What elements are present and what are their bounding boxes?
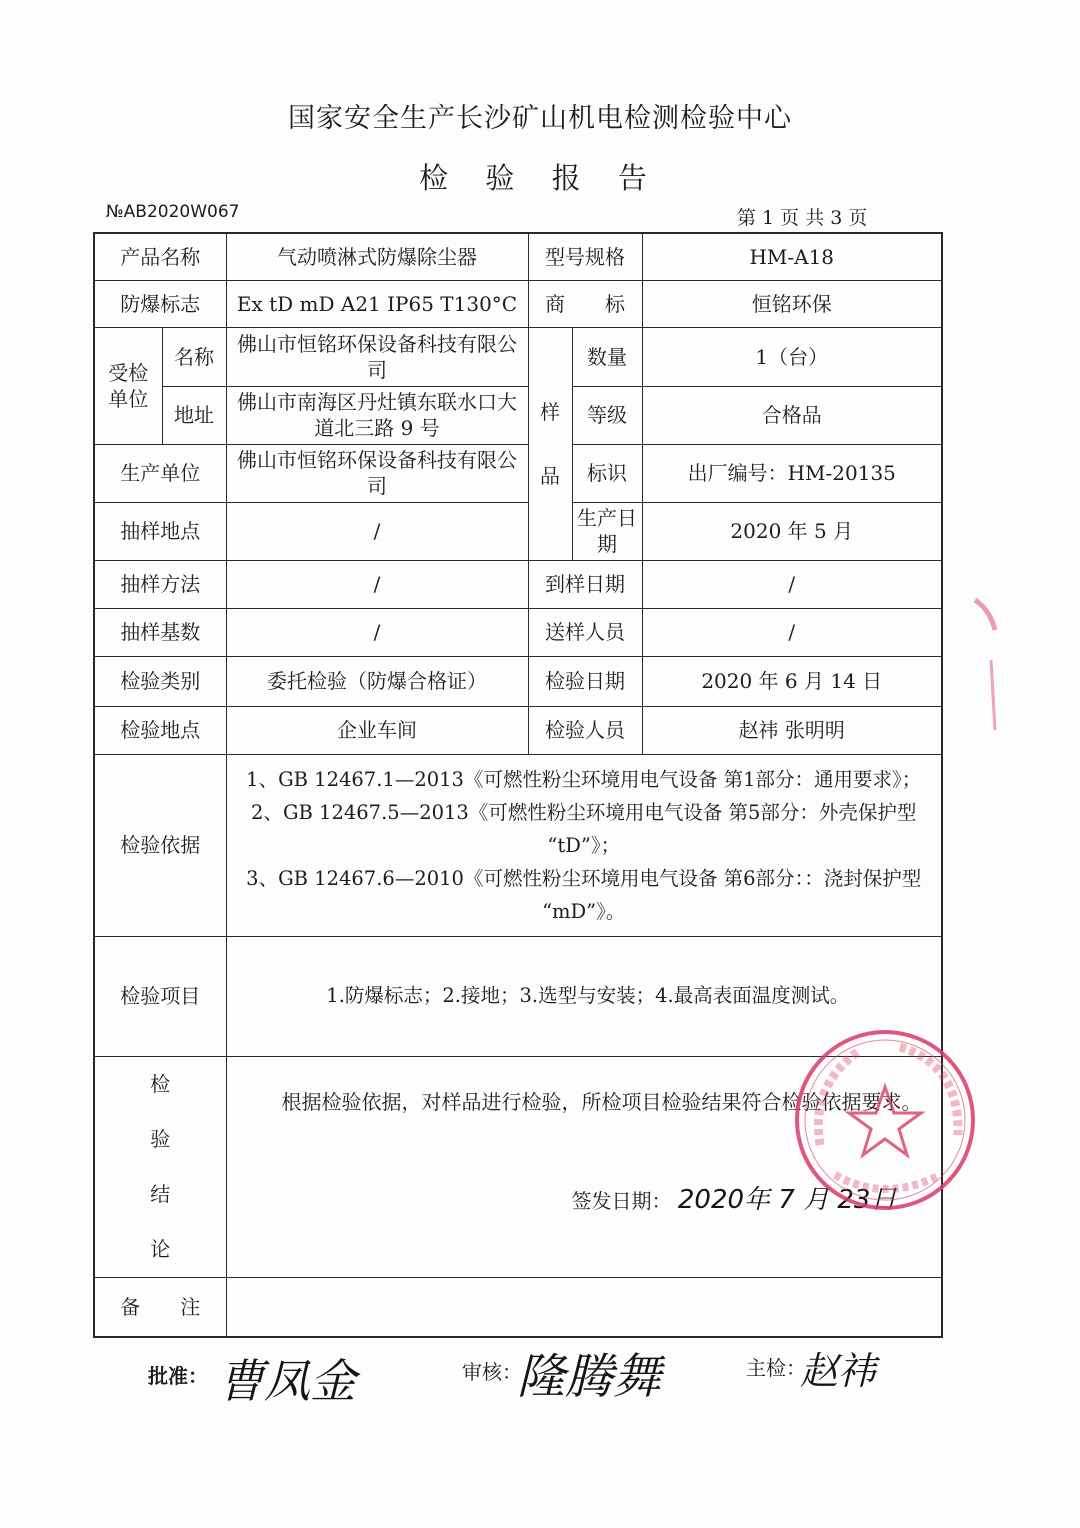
approve-signature: 曹凤金 [218,1354,356,1408]
client-name-value: 佛山市恒铭环保设备科技有限公司 [226,327,528,386]
qty-value: 1（台） [642,327,942,386]
model-label: 型号规格 [528,233,642,280]
basis-line: 1、GB 12467.1—2013《可燃性粉尘环境用电气设备 第1部分：通用要求》； [246,767,922,791]
approve-label: 批准： [148,1364,208,1388]
client-name-label: 名称 [162,327,226,386]
basis-line: “mD”》。 [542,899,626,923]
conclusion-text: 根据检验依据，对样品进行检验，所检项目检验结果符合检验依据要求。 [281,1089,922,1114]
basis-list [226,754,942,936]
model-value: HM-A18 [642,233,942,280]
conclusion-body [226,1056,942,1277]
review-signature: 隆腾舞 [517,1349,662,1405]
arrive-date-value: / [642,560,942,608]
items-label: 检验项目 [94,936,226,1056]
producer-value: 佛山市恒铭环保设备科技有限公司 [226,444,528,502]
row-sample-base [94,608,942,656]
id-value: 出厂编号：HM-20135 [642,444,942,502]
sign-date [571,1184,897,1215]
row-conclusion [94,1056,942,1277]
basis-line: 3、GB 12467.6—2010《可燃性粉尘环境用电气设备 第6部分：：浇封保护型 [246,866,922,890]
row-client-address [94,386,942,444]
sample-label: 样品 [528,327,572,560]
row-remark [94,1277,942,1337]
basis-label: 检验依据 [94,754,226,936]
row-product-name [94,233,942,280]
trademark-label: 商 标 [528,280,642,327]
report-title: 检 验 报 告 [419,161,661,195]
row-producer [94,444,942,502]
sample-method-value: / [226,560,528,608]
inspector-value: 赵祎 张明明 [642,706,942,754]
review-label: 审核： [462,1360,522,1384]
inspector-label: 检验人员 [528,706,642,754]
remark-label: 备 注 [94,1277,226,1337]
qty-label: 数量 [572,327,642,386]
producer-label: 生产单位 [94,444,226,502]
test-date-label: 检验日期 [528,656,642,706]
sign-date-handwritten: 2020年 7 月 23日 [677,1184,897,1215]
sample-method-label: 抽样方法 [94,560,226,608]
row-test-type [94,656,942,706]
exmark-value: Ex tD mD A21 IP65 T130°C [226,280,528,327]
sender-value: / [642,608,942,656]
id-label: 标识 [572,444,642,502]
report-table [93,232,943,1338]
exmark-label: 防爆标志 [94,280,226,327]
sign-date-label: 签发日期： [571,1188,672,1213]
grade-value: 合格品 [642,386,942,444]
conclusion-char: 检 [150,1071,171,1096]
row-items [94,936,942,1056]
test-site-label: 检验地点 [94,706,226,754]
sample-place-value: / [226,502,528,560]
main-inspector-signature: 赵祎 [800,1349,877,1393]
sample-base-label: 抽样基数 [94,608,226,656]
row-basis [94,754,942,936]
grade-label: 等级 [572,386,642,444]
trademark-value: 恒铭环保 [642,280,942,327]
prod-date-value: 2020 年 5 月 [642,502,942,560]
arrive-date-label: 到样日期 [528,560,642,608]
conclusion-char: 结 [150,1181,171,1206]
sample-base-value: / [226,608,528,656]
main-inspector-label: 主检： [746,1356,806,1380]
client-label: 受检单位 [94,327,162,444]
row-exmark [94,280,942,327]
page-indicator: 第 1 页 共 3 页 [737,207,868,229]
basis-line: “tD”》； [547,833,621,857]
report-number: №AB2020W067 [106,202,240,222]
test-type-label: 检验类别 [94,656,226,706]
remark-value [226,1277,942,1337]
client-address-value: 佛山市南海区丹灶镇东联水口大道北三路 9 号 [226,386,528,444]
sample-place-label: 抽样地点 [94,502,226,560]
row-test-site [94,706,942,754]
row-sample-method [94,560,942,608]
org-title: 国家安全生产长沙矿山机电检测检验中心 [288,103,792,134]
test-type-value: 委托检验（防爆合格证） [226,656,528,706]
product-name-label: 产品名称 [94,233,226,280]
items-value: 1.防爆标志；2.接地；3.选型与安装；4.最高表面温度测试。 [226,936,942,1056]
product-name-value: 气动喷淋式防爆除尘器 [226,233,528,280]
conclusion-char: 论 [150,1236,171,1261]
row-client-name [94,327,942,386]
prod-date-label: 生产日期 [572,502,642,560]
edge-seal-icon [965,590,1005,740]
conclusion-char: 验 [150,1126,171,1151]
conclusion-label [94,1056,226,1277]
sender-label: 送样人员 [528,608,642,656]
client-address-label: 地址 [162,386,226,444]
row-sample-place [94,502,942,560]
test-date-value: 2020 年 6 月 14 日 [642,656,942,706]
basis-line: 2、GB 12467.5—2013《可燃性粉尘环境用电气设备 第5部分：外壳保护型 [251,800,917,824]
test-site-value: 企业车间 [226,706,528,754]
